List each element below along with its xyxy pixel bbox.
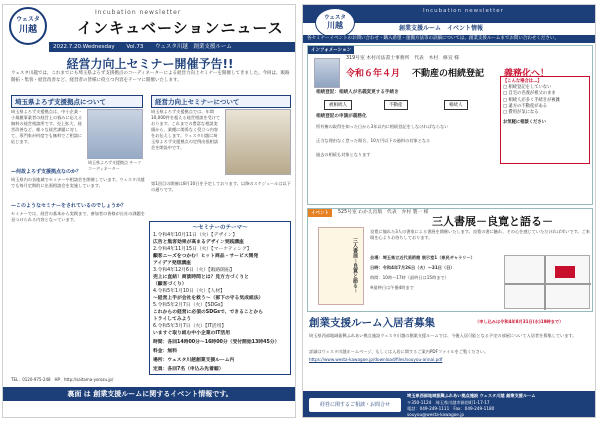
- theme-item: 1.令和4年10月11日（火）【デザイン】: [153, 233, 238, 238]
- westa-logo: ウェスタ 川越: [315, 8, 355, 38]
- book-cover: 三人書展－良寛と語る－: [318, 227, 364, 305]
- speaker-photo: [314, 58, 340, 88]
- footer-org: 埼玉県西部地域振興ふれあい拠点施設 ウェスタ川越 創業支援ルーム: [407, 393, 536, 398]
- point-1: 相続登記：相続人が名義変更する手続き: [316, 90, 399, 95]
- question-2: —このようなセミナーをされているのでしょうか？: [11, 203, 127, 209]
- theme-item: いますぐ取り組む中小企業のIT活用: [153, 331, 231, 336]
- theme-item: 3.令和4年12月6日（火）【販路開拓】: [153, 268, 235, 273]
- theme-item: 売上に直結！商談時間とは？見方力づくりと: [153, 275, 249, 280]
- venue-map: [504, 255, 590, 309]
- issue-org: ウェスタ川越 創業支援ルーム: [155, 44, 232, 50]
- event-date: 日時：令和4年7月26日（火）～31日（日）: [370, 265, 455, 270]
- newsletter-title: インキュベーションニュース: [77, 19, 284, 37]
- event-text: 良寛に憧れた3人の書家による書展を開催いたします。良寛の書に触れ、その心を感じていただければ幸いです。ご来場を心よりお待ちしております。: [370, 229, 590, 240]
- section-heading-seminar: 経営力向上セミナーについて: [151, 95, 291, 108]
- theme-item: 広告と集客効果が高まるデザイン実践講座: [153, 240, 244, 245]
- theme-item: ～経営上手が会社を救う～（部下の守る気成組法）: [153, 296, 264, 301]
- event-heading: 三人書展－良寛と語る－: [432, 215, 553, 228]
- seminar-fee: 料金：無料: [153, 349, 177, 354]
- seminar-place: 場所：ウェスタ川越創業支援ルーム内: [153, 358, 235, 363]
- theme-item: 5.令和5年2月7日（火）【SDGs】: [153, 303, 226, 308]
- footer-address: 〒350-1124 埼玉県川越市新宿町1-17-17: [407, 400, 490, 405]
- event-block: [307, 208, 593, 312]
- checklist-box: 【こんな場合は…】 □ 相続登記をしていない □ 自宅の名義が祖父のまま □ 相続人が多く手続きが複雑 □ 遠方の不動産がある □ 費用が気になる お気軽に相談ください: [500, 76, 590, 164]
- theme-item: 6.令和5年3月7日（火）【IT活用】: [153, 324, 227, 329]
- theme-item: これからの経営に必須のSDGsで、できることから: [153, 310, 264, 315]
- theme-item: トライしてみよう: [153, 317, 192, 322]
- yorozu-text-2: 埼玉県内の各地域でセミナーや相談会を開催しています。ウェスタ川越でも毎月定期的に出張相談会を実施しています。: [11, 177, 145, 188]
- theme-item: （顧客づくり）: [153, 282, 187, 287]
- theme-heading: ～セミナーのテーマ～: [192, 225, 248, 231]
- speaker-name: 319号室 木村司法書士事務所 代表 木村 修宣 様: [346, 56, 459, 61]
- seminar-text: 埼玉県よろず支援拠点では、年間10,000件を超える経営相談を受けております。これまでの豊富な相談実績から、業種に関係なく役立つ内容をお伝えします。ウェスタ川越に埼玉県よろず支援拠点の定例出張相談会を開設中です。: [151, 109, 221, 150]
- consult-button[interactable]: 経営に関するご相談・お問合せ: [309, 398, 401, 412]
- pdf-link[interactable]: https://www.westa-kawagoe.jp/download/files/souyou-annai.pdf: [309, 357, 443, 362]
- newsletter-label: Incubation newsletter: [95, 9, 182, 16]
- question-1: —何故よろず支援拠点なのか？: [11, 169, 82, 175]
- seminar-capacity: 定員：各回7名（申込み先着順）: [153, 367, 224, 372]
- issue-date: 2022.7.20.Wednesday: [53, 44, 115, 50]
- theme-item: アイデア発想講座: [153, 261, 191, 266]
- information-tag: インフォメーション: [308, 46, 354, 54]
- newsletter-front-page: [2, 4, 296, 418]
- heading-obligation: 義務化へ！: [504, 69, 550, 79]
- section-heading-yorozu: 埼玉県よろず支援拠点について: [11, 95, 143, 108]
- advisor-caption: 埼玉県よろず支援拠点 チーフコーディネーター: [88, 160, 142, 171]
- seminar-photo: [225, 109, 291, 175]
- intro-text: ウェスタ川越では、これまでにも埼玉県よろず支援拠点のコーディネーターによる経営力向上セミナーを開催してきました。今回は、販路開拓・集客・経営改善など、経営者の皆様に役立つ内容をテーマに開催いたします。: [11, 71, 290, 83]
- newsletter-back-page: [302, 4, 596, 418]
- yorozu-text: 埼玉県よろず支援拠点は、中小企業・小規模事業者の経営上の悩みに応える無料の経営相談所です。売上拡大、経営改善など、様々な経営課題に対して、専門家が何度でも無料でご相談に応じます。: [11, 109, 83, 144]
- event-time: 時間：10時～17時（最終日は15時まで）: [370, 275, 449, 280]
- event-tag: イベント: [308, 209, 332, 217]
- newsletter-label: Incubation newsletter: [423, 8, 504, 14]
- seminar-time: 時間：各回14時00分～16時00分（受付開始13時45分）: [153, 340, 280, 345]
- event-note: ※最終日は午後4時まで: [370, 285, 414, 290]
- yorozu-contact: TEL：0120-975-248 HP：http://saitama-yorozu.jp/: [11, 377, 114, 382]
- event-venue: 会場：埼玉県立近代美術館 展示室1（県民ギャラリー）: [370, 255, 475, 260]
- issue-volume: Vol.73: [126, 44, 144, 50]
- rule-3: 過去の相続も対象となります: [316, 152, 371, 157]
- recruit-deadline: （申し込みは令和4年8月31日(水)19時まで）: [475, 319, 564, 324]
- heading-date: 令和６年４月: [346, 69, 401, 79]
- flow-heir: 相続人: [444, 100, 468, 110]
- recruit-heading: 創業支援ルーム入居者募集: [309, 317, 435, 329]
- date-bar: [49, 42, 295, 52]
- westa-logo: ウェスタ 川越: [9, 7, 47, 45]
- flow-property: 不動産: [384, 100, 408, 110]
- theme-item: 顧客ニーズをつかむ！ヒット商品・サービス開発: [153, 254, 259, 259]
- recruit-text: 埼玉県西部地域振興ふれあい拠点施設ウェスタ川越の創業支援ルームでは、今後入居可能となる予定の部屋について入居者を募集しています。: [309, 333, 577, 338]
- main-heading: 経営力向上セミナー開催予告!!: [66, 57, 234, 71]
- front-header: [3, 5, 295, 39]
- footer-mail[interactable]: souyou@westa-kawagoe.jp: [407, 412, 465, 417]
- point-2: 相続登記の申請が義務化: [316, 114, 367, 119]
- front-footer: 裏面 は 創業支援ルームに関するイベント情報です。: [3, 387, 296, 401]
- seminar-theme-box: [149, 221, 291, 375]
- theme-item: 2.令和4年11月15日（火）【マーケティング】: [153, 247, 252, 252]
- notice-bar: 各セミナーイベントのお問い合わせ・購入希望・運搬方法等の詳細については、創業支援ルームまでお問い合わせください。: [303, 35, 596, 43]
- information-block: [307, 45, 593, 205]
- flow-deceased: 被相続人: [324, 100, 352, 110]
- footer-tel: 電話：049-249-1111 Fax：049-249-1180: [407, 406, 495, 411]
- pdf-line: 詳細はウェスタ川越ホームページ、もしくは入居に関するご案内PDFファイルをご覧ください。: [309, 349, 489, 354]
- yorozu-text-3: セミナーでは、経営の基本から実践まで、参加者の皆様が自社の課題を見つけられる内容となっています。: [11, 211, 145, 222]
- rule-1: 所有権の取得を知った日から3年以内に相続登記をしなければならない: [316, 124, 449, 129]
- rule-2: 正当な理由なく怠った場合、10万円以下の過料の対象となる: [316, 138, 431, 143]
- back-title: 創業支援ルーム イベント情報: [399, 25, 484, 32]
- back-footer: [303, 391, 596, 418]
- seminar-text-2: 第1回目の開催は8月10日を予定しております。以降のスケジュールは以下の通りです。: [151, 181, 291, 192]
- event-speaker: 525号室 わかえ出版 代表 弁村 製一 様: [338, 210, 429, 215]
- theme-item: 4.令和5年1月10日（火）【人材】: [153, 289, 225, 294]
- heading-subject: 不動産の相続登記: [412, 69, 485, 79]
